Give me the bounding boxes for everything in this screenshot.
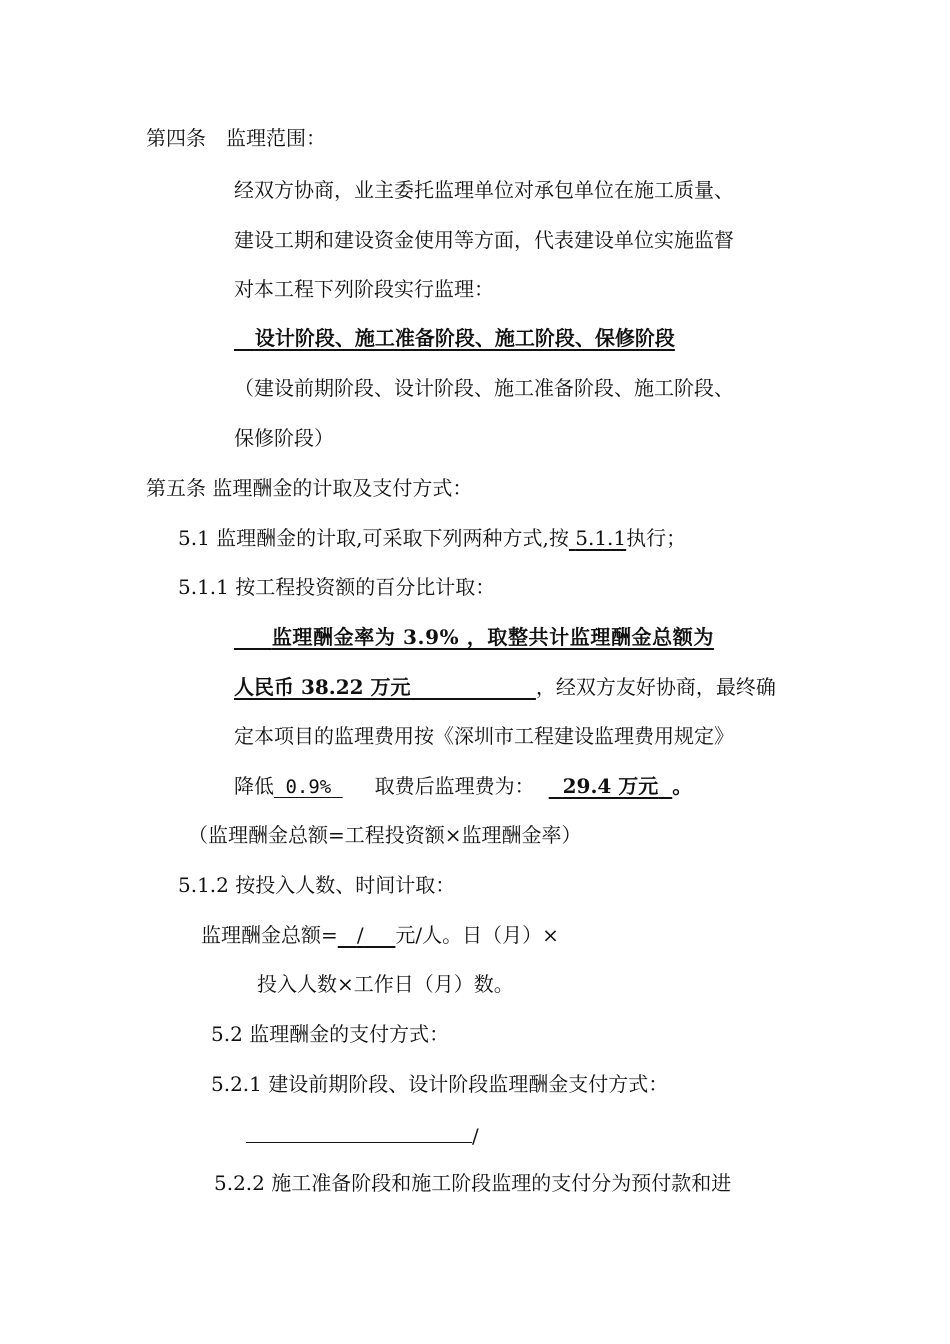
final-fee-end: 。 — [672, 774, 693, 798]
fee-amount-line — [234, 673, 776, 701]
fee-rate-line — [234, 623, 714, 651]
supervision-stages — [234, 324, 675, 352]
reduce-value: 0.9% — [285, 776, 332, 798]
stages-note-line-1: （建设前期阶段、设计阶段、施工准备阶段、施工阶段、 — [234, 376, 734, 400]
total-fee-line — [201, 921, 559, 949]
fee-reduction-line — [234, 772, 692, 801]
section-5-2-1: 5.2.1 建设前期阶段、设计阶段监理酬金支付方式： — [211, 1072, 669, 1096]
fee-formula: （监理酬金总额=工程投资额×监理酬金率） — [188, 823, 582, 847]
section-5-1-text: 5.1 监理酬金的计取,可采取下列两种方式,按 — [178, 526, 569, 550]
fee-regulation-line: 定本项目的监理费用按《深圳市工程建设监理费用规定》 — [234, 724, 734, 748]
section-5-2: 5.2 监理酬金的支付方式： — [211, 1022, 450, 1046]
article-4-paragraph-line-1: 经双方协商，业主委托监理单位对承包单位在施工质量、 — [234, 178, 734, 202]
section-5-1-2: 5.1.2 按投入人数、时间计取： — [178, 873, 456, 897]
total-fee-value: / — [356, 923, 364, 947]
article-5-title: 第五条 监理酬金的计取及支付方式： — [146, 476, 473, 500]
section-5-1-value: 5.1.1 — [575, 526, 627, 550]
article-4-paragraph-line-2: 建设工期和建设资金使用等方面，代表建设单位实施监督 — [234, 228, 734, 252]
final-fee-label: 取费后监理费为： — [374, 774, 535, 798]
section-5-2-1-blank — [246, 1120, 479, 1150]
final-fee-value: 29.4 万元 — [562, 774, 659, 798]
section-5-1 — [178, 524, 686, 552]
total-fee-unit: 元/人。日（月）× — [395, 923, 559, 947]
fee-amount-suffix: ，经双方友好协商，最终确 — [535, 675, 776, 699]
supervision-stages-text: 设计阶段、施工准备阶段、施工阶段、保修阶段 — [254, 326, 675, 350]
article-4-title: 第四条 监理范围： — [146, 126, 326, 150]
fee-amount-value: 人民币 38.22 万元 — [234, 675, 411, 699]
payment-blank-line — [246, 1120, 472, 1143]
section-5-2-2: 5.2.2 施工准备阶段和施工阶段监理的支付分为预付款和进 — [214, 1171, 732, 1195]
fee-rate-text: 监理酬金率为 3.9% ，取整共计监理酬金总额为 — [271, 625, 714, 649]
article-4-paragraph-line-3: 对本工程下列阶段实行监理： — [234, 277, 494, 301]
total-fee-line-2: 投入人数×工作日（月）数。 — [257, 972, 514, 996]
reduce-label: 降低 — [234, 774, 274, 798]
section-5-1-suffix: 执行； — [626, 526, 687, 550]
stages-note-line-2: 保修阶段） — [234, 426, 334, 450]
payment-blank-value: / — [472, 1124, 479, 1148]
total-fee-label: 监理酬金总额= — [201, 923, 338, 947]
section-5-1-1: 5.1.1 按工程投资额的百分比计取： — [178, 575, 496, 599]
